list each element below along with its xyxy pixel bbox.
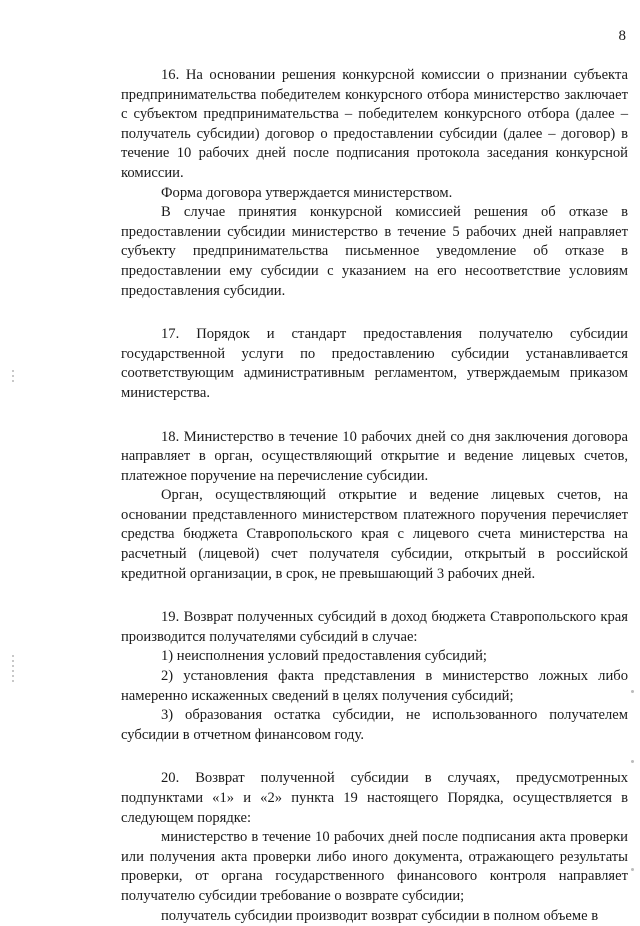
scan-artifact xyxy=(631,690,634,693)
paragraph-18: 18. Министерство в течение 10 рабочих дней со дня заключения договора направляет в орган, осуществляющий открытие и ведение лицевых счетов, платежное поручение на перечисление субсидии. xyxy=(121,428,628,484)
paragraph-19: 19. Возврат полученных субсидий в доход бюджета Ставропольского края производится получателями субсидий в случае: xyxy=(121,609,628,645)
paragraph-20: 20. Возврат полученной субсидии в случаях, предусмотренных подпунктами «1» и «2» пункта 19 настоящего Порядка, осуществляется в следующем порядке: xyxy=(121,770,628,826)
page-number: 8 xyxy=(618,28,626,44)
paragraph-16-form: Форма договора утверждается министерством. xyxy=(161,184,453,201)
paragraph-20-recipient: получатель субсидии производит возврат субсидии в полном объеме в xyxy=(161,907,599,924)
scan-artifact xyxy=(631,868,634,871)
paragraph-19-item-3: 3) образования остатка субсидии, не использованного получателем субсидии в отчетном финансовом году. xyxy=(121,707,628,743)
scan-artifact xyxy=(12,370,14,384)
document-body xyxy=(121,66,628,926)
paragraph-18-organ: Орган, осуществляющий открытие и ведение лицевых счетов, на основании представленного министерством платежного поручения перечисляет средства бюджета Ставропольского края с лицевого счета министерства на расчетный (лицевой) счет получателя субсидии, открытый в российской кредитной организации, в срок, не превышающий 3 рабочих дней. xyxy=(121,487,628,582)
paragraph-20-ministry: министерство в течение 10 рабочих дней после подписания акта проверки или получения акта проверки либо иного документа, отражающего результаты проверки, от органа государственного финансового контроля направляет получателю субсидии требование о возврате субсидии; xyxy=(121,829,628,904)
paragraph-17: 17. Порядок и стандарт предоставления получателю субсидии государственной услуги по предоставлению субсидии устанавливается соответствующим административным регламентом, утверждаемым приказом министерства. xyxy=(121,326,628,401)
paragraph-19-item-1: 1) неисполнения условий предоставления субсидий; xyxy=(161,648,487,665)
scan-artifact xyxy=(631,760,634,763)
scan-artifact xyxy=(12,655,14,685)
paragraph-16: 16. На основании решения конкурсной комиссии о признании субъекта предпринимательства победителем конкурсного отбора министерство заключает с субъектом предпринимательства – победителем конкурсного отбора (далее – получатель субсидии) договор о предоставлении субсидии (далее – договор) в течение 10 рабочих дней после подписания протокола заседания конкурсной комиссии. xyxy=(121,67,628,181)
paragraph-19-item-2: 2) установления факта представления в министерство ложных либо намеренно искаженных сведений в целях получения субсидий; xyxy=(121,668,628,704)
paragraph-16-refusal: В случае принятия конкурсной комиссией решения об отказе в предоставлении субсидии министерство в течение 5 рабочих дней направляет субъекту предпринимательства письменное уведомление об отказе в предоставлении ему субсидии с указанием на его несоответствие условиям предоставления субсидии. xyxy=(121,204,628,299)
